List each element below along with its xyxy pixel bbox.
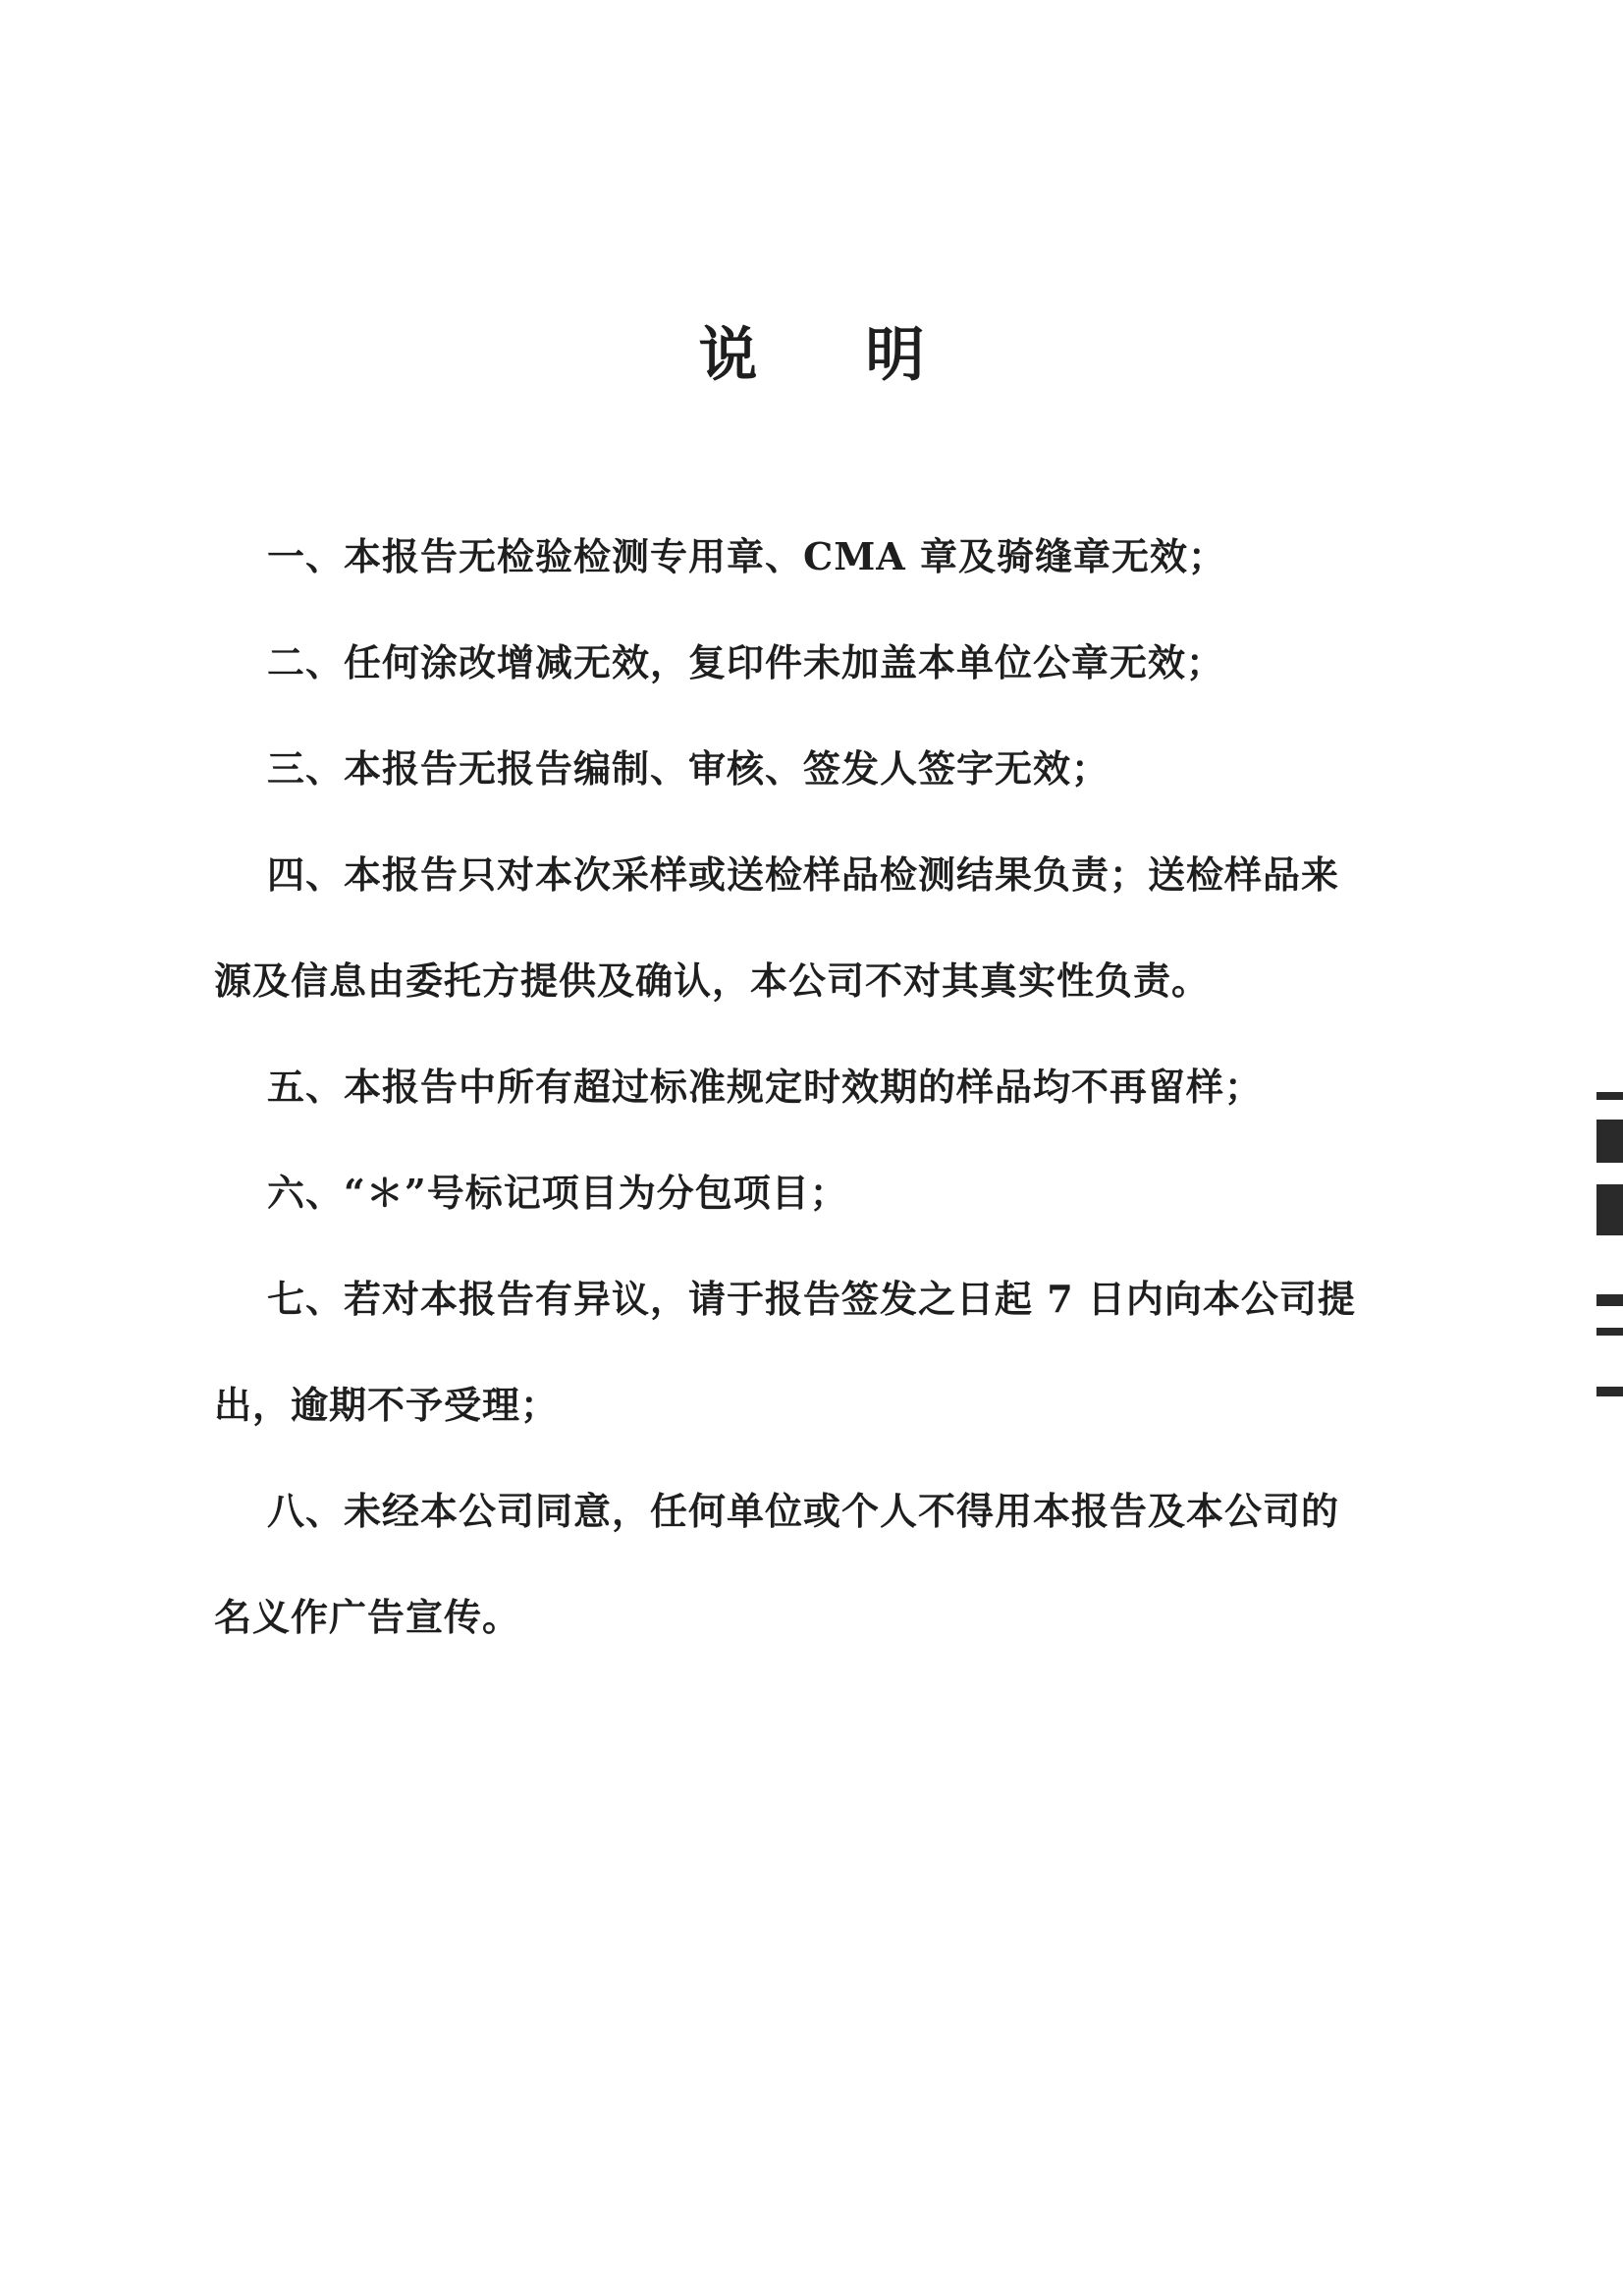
title-char-1: 说 xyxy=(698,321,758,390)
riding-seal-fragment xyxy=(1596,1092,1623,1100)
riding-seal-fragment xyxy=(1596,1294,1623,1306)
clause-7-line-2: 出，逾期不予受理； xyxy=(214,1383,560,1427)
page-title xyxy=(0,316,1623,395)
riding-seal-fragment xyxy=(1596,1120,1623,1163)
clause-1: 一、本报告无检验检测专用章、CMA 章及骑缝章无效； xyxy=(267,534,1227,578)
clause-6: 六、“＊”号标记项目为分包项目； xyxy=(267,1171,848,1215)
clause-5: 五、本报告中所有超过标准规定时效期的样品均不再留样； xyxy=(267,1065,1264,1109)
clause-8-line-2: 名义作广告宣传。 xyxy=(214,1595,521,1639)
clause-8-line-1: 八、未经本公司同意，任何单位或个人不得用本报告及本公司的 xyxy=(267,1489,1340,1533)
clause-4-line-1: 四、本报告只对本次采样或送检样品检测结果负责；送检样品来 xyxy=(267,852,1340,897)
clause-2: 二、任何涂改增减无效，复印件未加盖本单位公章无效； xyxy=(267,640,1225,684)
title-char-2: 明 xyxy=(865,321,925,390)
riding-seal-fragment xyxy=(1596,1387,1623,1396)
clause-7-line-1: 七、若对本报告有异议，请于报告签发之日起 7 日内向本公司提 xyxy=(267,1277,1356,1321)
clause-3: 三、本报告无报告编制、审核、签发人签字无效； xyxy=(267,746,1110,791)
riding-seal-fragment xyxy=(1596,1184,1623,1235)
riding-seal-fragment xyxy=(1596,1328,1623,1336)
clause-4-line-2: 源及信息由委托方提供及确认，本公司不对其真实性负责。 xyxy=(214,958,1211,1003)
